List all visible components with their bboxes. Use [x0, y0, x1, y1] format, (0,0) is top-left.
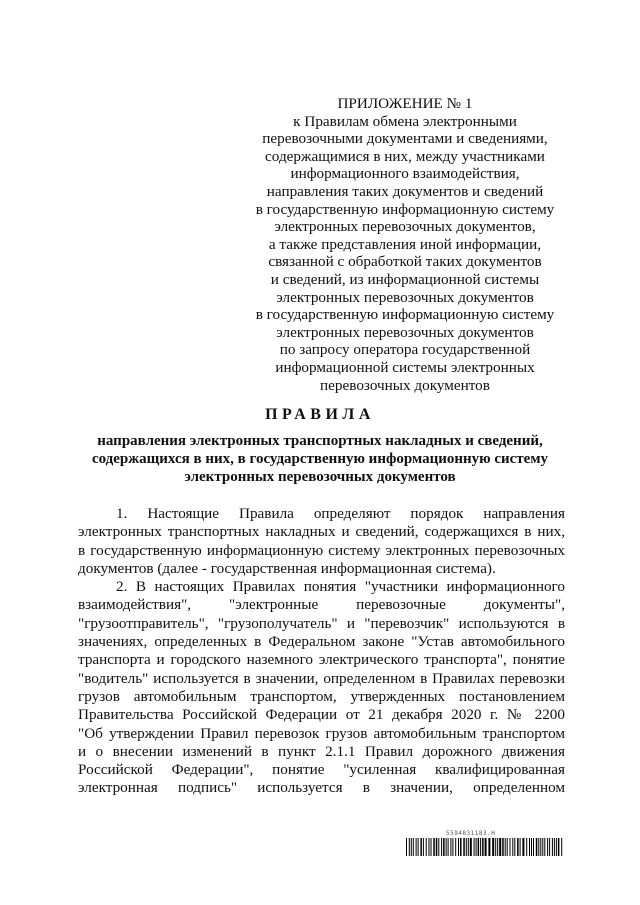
paragraph-line: 1. Настоящие Правила определяют порядок направления — [116, 505, 565, 522]
paragraph-line: 2. В настоящих Правилах понятия "участники информационного — [116, 578, 565, 596]
paragraph-line: Российской Федерации", понятие "усиленная квалифицированная — [78, 761, 565, 779]
appendix-header — [240, 95, 570, 394]
appendix-line: связанной с обработкой таких документов — [268, 253, 542, 271]
paragraph-line: электронных транспортных накладных и сведений, содержащихся в них, — [78, 523, 565, 541]
paragraph-line: электронная подпись" используется в значении, определенном — [78, 779, 565, 797]
appendix-line: к Правилам обмена электронными — [293, 112, 517, 130]
appendix-line: электронных перевозочных документов, — [274, 218, 536, 236]
paragraph-line: и о внесении изменений в пункт 2.1.1 Правил дорожного движения — [78, 742, 565, 760]
paragraph-line: грузов автомобильным транспортом, утвержденных постановлением — [78, 687, 565, 705]
paragraph-line: транспорта и городского наземного электрического транспорта", понятие — [78, 651, 565, 669]
appendix-line: и сведений, из информационной системы — [270, 270, 540, 288]
paragraph-line: взаимодействия", "электронные перевозочные документы", — [78, 596, 565, 614]
paragraph-2 — [78, 578, 565, 798]
appendix-line: в государственную информационную систему — [255, 200, 555, 218]
appendix-line: информационного взаимодействия, — [290, 165, 520, 183]
paragraph-line: в государственную информационную систему электронных перевозочных — [78, 541, 565, 559]
barcode-icon — [406, 838, 564, 856]
appendix-line: а также представления иной информации, — [268, 235, 542, 253]
paragraph-line: документов (далее - государственная информационная система). — [78, 559, 496, 577]
barcode-number: 5594831183.Н — [446, 830, 496, 837]
rules-title: ПРАВИЛА — [265, 406, 375, 423]
appendix-line: по запросу оператора государственной — [279, 341, 531, 359]
rules-subtitle-line: электронных перевозочных документов — [184, 469, 456, 485]
appendix-line: перевозочных документов — [320, 376, 490, 394]
paragraph-line: "грузоотправитель", "грузополучатель" и "перевозчик" используются в — [78, 614, 565, 632]
paragraph-line: "Об утверждении Правил перевозок грузов автомобильным транспортом — [78, 724, 565, 742]
rules-subtitle — [70, 432, 570, 486]
appendix-line: электронных перевозочных документов — [276, 288, 534, 306]
rules-subtitle-line: направления электронных транспортных накладных и сведений, — [97, 433, 543, 449]
appendix-line: перевозочными документами и сведениями, — [262, 130, 548, 148]
appendix-line: направления таких документов и сведений — [266, 182, 544, 200]
appendix-line: в государственную информационную систему — [255, 306, 555, 324]
appendix-line: содержащимися в них, между участниками — [265, 147, 545, 165]
paragraph-line: значениях, определенных в Федеральном законе "Устав автомобильного — [78, 633, 565, 651]
paragraph-line: "водитель" используется в значении, определенном в Правилах перевозки — [78, 669, 565, 687]
appendix-line: электронных перевозочных документов — [276, 323, 534, 341]
rules-body — [78, 505, 565, 798]
paragraph-line: Правительства Российской Федерации от 21 декабря 2020 г. № 2200 — [78, 706, 565, 724]
appendix-line: информационной системы электронных — [275, 358, 535, 376]
appendix-title: ПРИЛОЖЕНИЕ № 1 — [337, 95, 473, 112]
paragraph-1 — [78, 505, 565, 578]
rules-subtitle-line: содержащихся в них, в государственную информационную систему — [91, 451, 549, 467]
